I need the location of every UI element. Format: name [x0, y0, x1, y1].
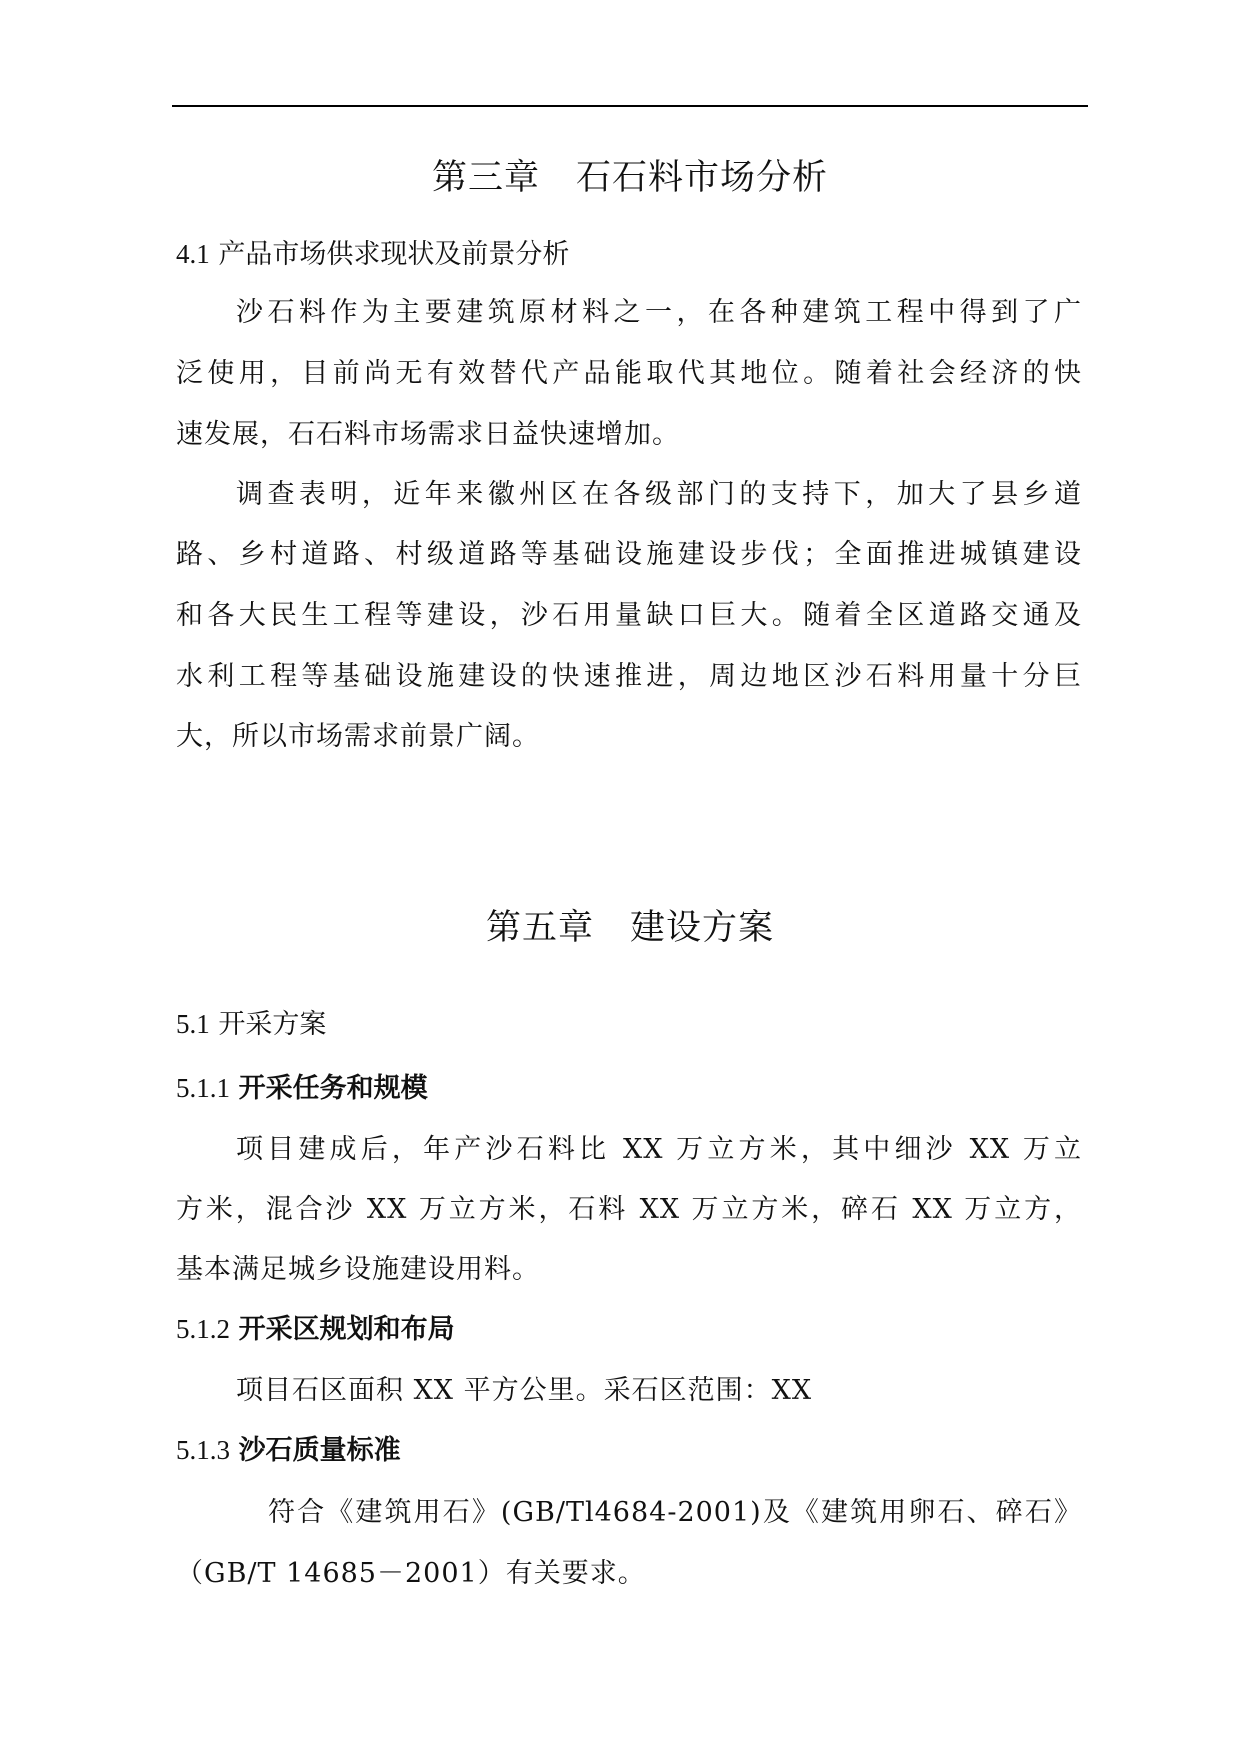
paragraph-line: 沙石料作为主要建筑原材料之一，在各种建筑工程中得到了广: [236, 297, 1082, 328]
paragraph-line: 水利工程等基础设施建设的快速推进，周边地区沙石料用量十分巨: [176, 661, 1082, 692]
paragraph-line: 调查表明，近年来徽州区在各级部门的支持下，加大了县乡道: [236, 479, 1082, 510]
section-number: 5.1.3: [176, 1435, 230, 1465]
paragraph-line: 项目石区面积 XX 平方公里。采石区范围：XX: [236, 1375, 813, 1406]
section-label: 开采任务和规模: [238, 1073, 428, 1104]
paragraph-line: 基本满足城乡设施建设用料。: [176, 1254, 540, 1285]
paragraph-line: 泛使用，目前尚无有效替代产品能取代其地位。随着社会经济的快: [176, 358, 1082, 389]
chapter-5-title: 第五章 建设方案: [485, 908, 774, 948]
paragraph-line: （GB/T 14685－2001）有关要求。: [176, 1558, 646, 1589]
section-label: 沙石质量标准: [238, 1435, 401, 1466]
section-label: 开采方案: [218, 1009, 327, 1040]
section-5-1-2-heading: [176, 1307, 455, 1346]
paragraph-line: 路、乡村道路、村级道路等基础设施建设步伐；全面推进城镇建设: [176, 539, 1082, 570]
section-5-1-3-heading: [176, 1428, 401, 1467]
section-number: 4.1: [176, 239, 210, 269]
paragraph-line: 方米，混合沙 XX 万立方米，石料 XX 万立方米，碎石 XX 万立方，: [176, 1194, 1082, 1225]
section-number: 5.1.1: [176, 1073, 230, 1103]
paragraph-line: 项目建成后，年产沙石料比 XX 万立方米，其中细沙 XX 万立: [236, 1134, 1082, 1165]
paragraph-line: 速发展，石石料市场需求日益快速增加。: [176, 419, 680, 450]
paragraph-line: 和各大民生工程等建设，沙石用量缺口巨大。随着全区道路交通及: [176, 600, 1082, 631]
section-number: 5.1.2: [176, 1314, 230, 1344]
section-label: 开采区规划和布局: [238, 1314, 455, 1345]
section-label: 产品市场供求现状及前景分析: [218, 239, 570, 270]
section-4-1-heading: [176, 232, 569, 271]
section-5-1-heading: [176, 1002, 326, 1041]
section-number: 5.1: [176, 1009, 210, 1039]
paragraph-line: 符合《建筑用石》(GB/Tl4684-2001)及《建筑用卵石、碎石》: [268, 1497, 1082, 1528]
header-rule: [172, 105, 1088, 107]
paragraph-line: 大，所以市场需求前景广阔。: [176, 721, 540, 752]
chapter-3-title: 第三章 石石料市场分析: [431, 158, 828, 198]
section-5-1-1-heading: [176, 1066, 428, 1105]
